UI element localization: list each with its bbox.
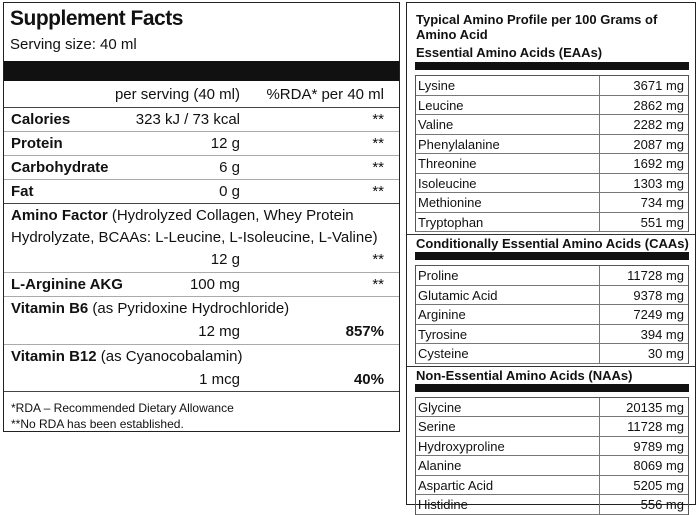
amino-value: 2862 mg [633, 97, 684, 113]
footnote-rda: *RDA – Recommended Dietary Allowance [11, 401, 234, 415]
vitamin-b6-line [11, 300, 393, 317]
amino-factor-name: Amino Factor [11, 207, 108, 224]
amino-row [416, 76, 688, 96]
footnote-no-rda: **No RDA has been established. [11, 417, 184, 431]
nutrient-rda: ** [372, 135, 384, 152]
amino-name: Arginine [416, 305, 600, 324]
amino-factor-line1 [11, 207, 393, 224]
amino-value: 9378 mg [633, 287, 684, 303]
amino-row [416, 305, 688, 325]
amino-name: Lysine [416, 76, 600, 95]
col-header-serving: per serving (40 ml) [114, 86, 240, 103]
section-heading-caas: Conditionally Essential Amino Acids (CAAs) [407, 234, 695, 252]
naa-table [415, 397, 689, 515]
nutrient-rda: ** [372, 183, 384, 200]
amino-profile-title: Typical Amino Profile per 100 Grams of Amino Acid [416, 12, 658, 42]
nutrient-row-carbohydrate [4, 156, 399, 180]
amino-value: 2282 mg [633, 117, 684, 132]
vitamin-b12-name: Vitamin B12 [11, 348, 97, 365]
nutrient-row-vitamin-b12 [4, 345, 399, 392]
amino-name: Tryptophan [416, 213, 600, 232]
supplement-facts-title: Supplement Facts [10, 7, 183, 30]
nutrient-amount: 323 kJ / 73 kcal [135, 111, 240, 128]
amino-row [416, 286, 688, 306]
amino-name: Tyrosine [416, 325, 600, 344]
section-bar [415, 62, 689, 70]
amino-row [416, 174, 688, 194]
nutrient-amount: 100 mg [189, 276, 240, 293]
amino-row [416, 398, 688, 418]
amino-value: 9789 mg [633, 438, 684, 454]
nutrient-row-protein [4, 132, 399, 156]
amino-profile-panel [406, 2, 696, 512]
vitamin-b12-desc: (as Cyanocobalamin) [96, 348, 243, 365]
amino-row [416, 135, 688, 155]
amino-factor-line2: Hydrolyzate, BCAAs: L-Leucine, L-Isoleucine, L-Valine) [11, 229, 378, 246]
supplement-facts-panel [3, 2, 400, 432]
amino-name: Phenylalanine [416, 135, 600, 154]
serving-size: Serving size: 40 ml [10, 36, 137, 53]
nutrient-name: Protein [11, 135, 63, 152]
amino-value: 394 mg [640, 326, 684, 342]
amino-name: Glutamic Acid [416, 286, 600, 305]
amino-value: 1692 mg [633, 156, 684, 171]
nutrient-rda: ** [372, 111, 384, 128]
amino-value: 20135 mg [626, 399, 684, 415]
nutrient-rda: 40% [353, 371, 384, 388]
nutrient-amount: 12 mg [198, 323, 240, 340]
nutrient-rda: ** [372, 251, 384, 268]
section-bar [415, 384, 689, 392]
nutrient-rda: ** [372, 276, 384, 293]
amino-row [416, 456, 688, 476]
vitamin-b12-line [11, 348, 393, 365]
amino-name: Serine [416, 417, 600, 436]
amino-row [416, 476, 688, 496]
amino-name: Leucine [416, 96, 600, 115]
amino-factor-desc: (Hydrolyzed Collagen, Whey Protein [107, 207, 354, 224]
nutrient-name: Fat [11, 183, 34, 200]
amino-row [416, 344, 688, 364]
amino-row [416, 96, 688, 116]
nutrient-amount: 1 mcg [199, 371, 240, 388]
nutrient-amount: 0 g [219, 183, 240, 200]
amino-row [416, 193, 688, 213]
vitamin-b6-name: Vitamin B6 [11, 300, 89, 317]
eaa-table [415, 75, 689, 232]
amino-name: Proline [416, 266, 600, 285]
footnotes [4, 392, 399, 432]
amino-name: Histidine [416, 495, 600, 514]
amino-value: 734 mg [640, 195, 684, 210]
amino-value: 7249 mg [633, 307, 684, 322]
amino-value: 556 mg [640, 497, 684, 512]
nutrient-amount: 12 g [210, 251, 240, 268]
nutrient-name: Carbohydrate [11, 159, 109, 176]
amino-row [416, 437, 688, 457]
amino-name: Cysteine [416, 344, 600, 363]
nutrient-rda: ** [372, 159, 384, 176]
amino-value: 3671 mg [633, 78, 684, 93]
amino-name: Valine [416, 115, 600, 134]
amino-value: 11728 mg [627, 419, 684, 434]
amino-row [416, 266, 688, 286]
nutrient-row-arginine [4, 273, 399, 297]
amino-value: 11728 mg [627, 268, 684, 283]
amino-value: 8069 mg [633, 458, 684, 473]
col-header-rda: %RDA* per 40 ml [266, 86, 384, 103]
amino-row [416, 417, 688, 437]
amino-value: 30 mg [647, 346, 684, 361]
nutrient-name: Calories [11, 111, 71, 128]
amino-name: Isoleucine [416, 174, 600, 193]
section-heading-naas: Non-Essential Amino Acids (NAAs) [407, 366, 695, 384]
amino-name: Alanine [416, 456, 600, 475]
nutrient-name: L-Arginine AKG [11, 276, 123, 293]
amino-row [416, 154, 688, 174]
nutrient-row-fat [4, 180, 399, 204]
nutrient-row-amino-factor [4, 204, 399, 273]
amino-name: Threonine [416, 154, 600, 173]
column-header-row [4, 81, 399, 108]
caa-table [415, 265, 689, 364]
amino-row [416, 213, 688, 233]
amino-value: 5205 mg [633, 477, 684, 493]
vitamin-b6-desc: (as Pyridoxine Hydrochloride) [88, 300, 290, 317]
section-heading-eaas: Essential Amino Acids (EAAs) [416, 45, 603, 60]
nutrient-amount: 12 g [210, 135, 240, 152]
nutrient-amount: 6 g [219, 159, 240, 176]
section-bar [415, 252, 689, 260]
amino-value: 551 mg [640, 214, 684, 230]
amino-name: Hydroxyproline [416, 437, 600, 456]
amino-row [416, 115, 688, 135]
amino-row [416, 325, 688, 345]
nutrient-row-calories [4, 108, 399, 132]
amino-name: Methionine [416, 193, 600, 212]
amino-value: 1303 mg [633, 175, 684, 191]
amino-value: 2087 mg [633, 136, 684, 152]
thick-divider [4, 61, 399, 81]
nutrient-rda: 857% [345, 323, 384, 340]
nutrient-row-vitamin-b6 [4, 297, 399, 345]
amino-name: Aspartic Acid [416, 476, 600, 495]
amino-name: Glycine [416, 398, 600, 417]
